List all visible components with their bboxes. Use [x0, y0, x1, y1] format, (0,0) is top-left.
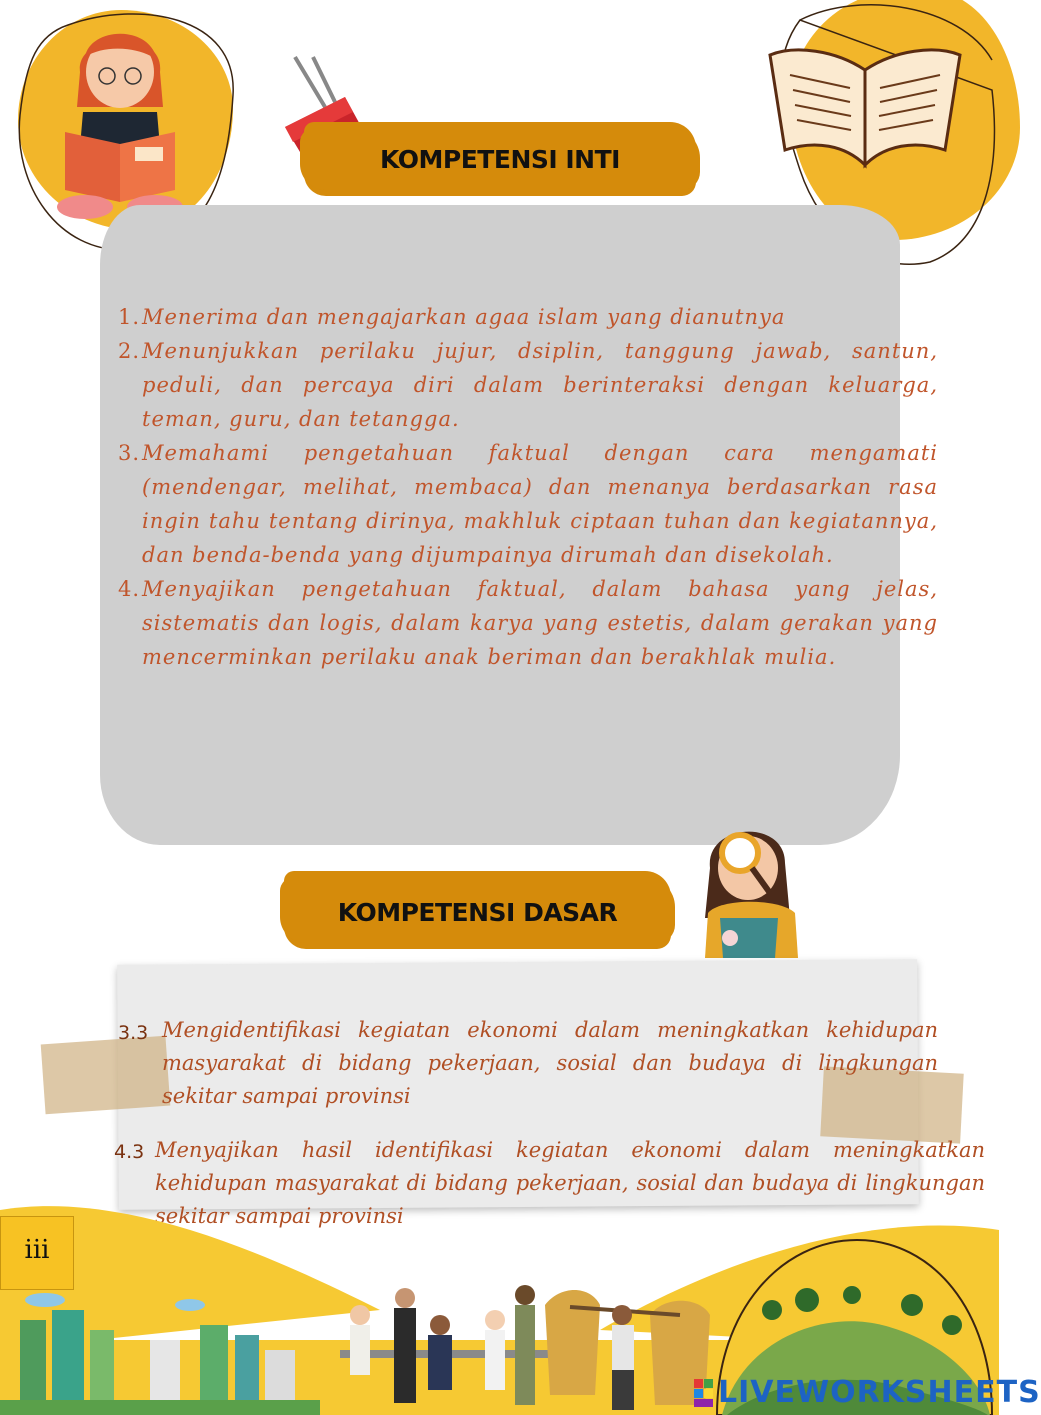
- page-number: iii: [24, 1235, 50, 1265]
- ki-item-number: 1.: [117, 305, 140, 329]
- ki-item-number: 4.: [117, 577, 140, 601]
- ki-item-text: Menerima dan mengajarkan agaa islam yang dianutnya: [142, 305, 786, 329]
- ki-item-number: 3.: [117, 441, 140, 465]
- ki-item: [100, 300, 938, 334]
- city-skyline-icon: [0, 1280, 320, 1415]
- ki-item-number: 2.: [117, 339, 140, 363]
- liveworksheets-logo[interactable]: [694, 1375, 1041, 1410]
- ki-item-text: Menyajikan pengetahuan faktual, dalam bahasa yang jelas, sistematis dan logis, dalam karya yang estetis, dalam gerakan yang mencerminkan perilaku anak beriman dan berakhlak mulia.: [142, 577, 938, 669]
- liveworksheets-logo-icon: [694, 1379, 714, 1407]
- ki-item: [100, 436, 938, 572]
- kd-item-text: Menyajikan hasil identifikasi kegiatan ekonomi dalam meningkatkan kehidupan masyarakat di bidang pekerjaan, sosial dan budaya di lingkungan sekitar sampai provinsi: [155, 1138, 985, 1228]
- page-number-box: [0, 1216, 74, 1290]
- ki-item: [100, 572, 938, 674]
- ki-item-text: Memahami pengetahuan faktual dengan cara mengamati (mendengar, melihat, membaca) dan menanya berdasarkan rasa ingin tahu tentang dirinya, makhluk ciptaan tuhan dan kegiatannya, dan benda-benda yang dijumpainya dirumah dan disekolah.: [142, 441, 938, 567]
- ki-item-text: Menunjukkan perilaku jujur, dsiplin, tanggung jawab, santun, peduli, dan percaya diri dalam berinteraksi dengan keluarga, teman, guru, dan tetangga.: [142, 339, 938, 431]
- open-book-icon: [765, 30, 965, 180]
- kd-heading: KOMPETENSI DASAR: [337, 898, 618, 927]
- ki-heading: KOMPETENSI INTI: [380, 145, 620, 174]
- kd-item-number: 4.3: [114, 1141, 145, 1163]
- ki-list: [100, 300, 938, 674]
- ki-list-container: [100, 300, 938, 674]
- girl-reading-icon: [45, 12, 195, 222]
- farmer-icon: [540, 1285, 715, 1415]
- kd-item-number: 3.3: [118, 1022, 149, 1044]
- liveworksheets-logo-text: LIVEWORKSHEETS: [718, 1375, 1041, 1410]
- tape-left: [41, 1036, 171, 1115]
- ki-item: [100, 334, 938, 436]
- kd-item-text: Mengidentifikasi kegiatan ekonomi dalam meningkatkan kehidupan masyarakat di bidang pekerjaan, sosial dan budaya di lingkungan sekitar sampai provinsi: [162, 1018, 938, 1108]
- girl-magnifier-icon: [690, 808, 810, 958]
